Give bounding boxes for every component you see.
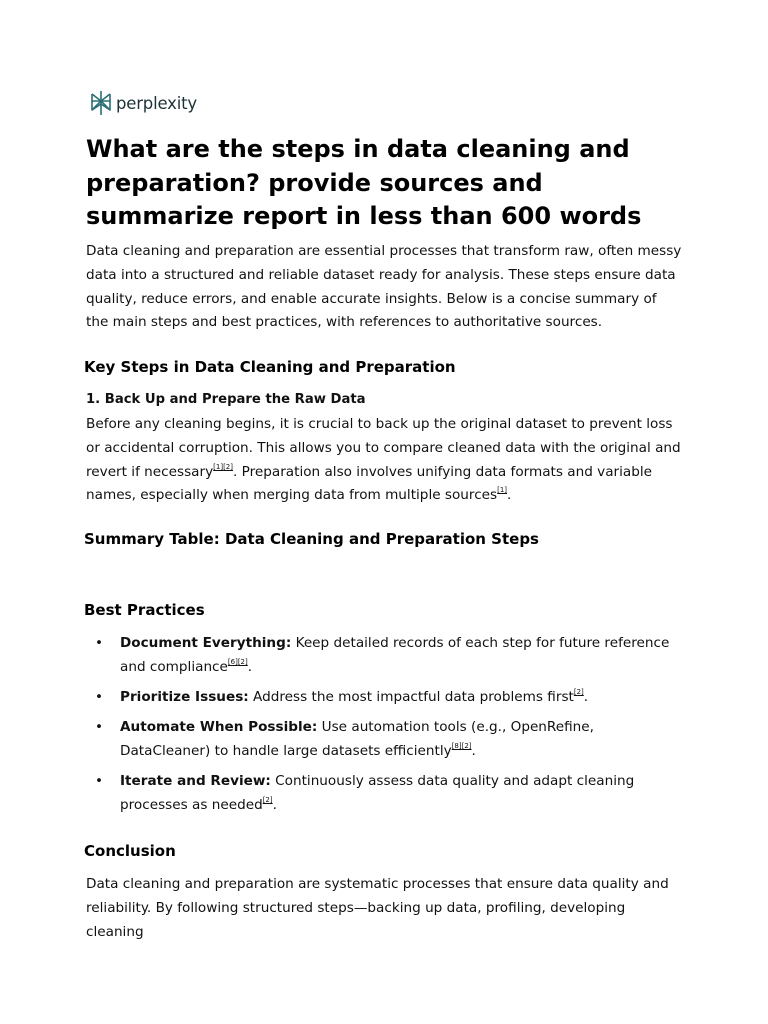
citation-link[interactable]: [1]: [497, 486, 508, 495]
citation-link[interactable]: [2]: [223, 462, 233, 471]
brand-name: perplexity: [116, 93, 197, 113]
citation-link[interactable]: [1]: [213, 462, 224, 471]
summary-table-heading: Summary Table: Data Cleaning and Preparation Steps: [84, 530, 539, 548]
conclusion-paragraph: Data cleaning and preparation are systematic processes that ensure data quality and reliability. By following structured steps—backing up data, profiling, developing cleaning: [86, 876, 669, 940]
list-item-end: .: [471, 743, 476, 760]
list-item-label: Document Everything:: [120, 635, 292, 651]
intro-paragraph: Data cleaning and preparation are essential processes that transform raw, often messy data into a structured and reliable dataset ready for analysis. These steps ensure data quality, reduce errors, and enable accurate insights. Below is a concise summary of the main steps and best practices, with references to authoritative sources.: [86, 243, 682, 331]
citation-link[interactable]: [2]: [262, 796, 273, 805]
list-item-text: Continuously assess data quality and adapt cleaning processes as needed: [120, 773, 635, 814]
citation-link[interactable]: [6]: [227, 657, 238, 666]
list-item-text: Keep detailed records of each step for future reference and compliance: [120, 635, 670, 675]
conclusion-heading: Conclusion: [84, 842, 176, 860]
list-item-label: Prioritize Issues:: [120, 689, 249, 706]
step-1-text-b: . Preparation also involves unifying data formats and variable names, especially when merging data from multiple sources: [86, 463, 653, 504]
list-item-label: Automate When Possible:: [120, 719, 318, 736]
step-1-text-a: Before any cleaning begins, it is crucial to back up the original dataset to prevent loss or accidental corruption. This allows you to compare cleaned data with the original and revert if necessary: [86, 416, 681, 480]
list-item-text: Address the most impactful data problems first: [248, 689, 574, 706]
best-practices-heading: Best Practices: [84, 601, 205, 619]
citation-link[interactable]: [2]: [573, 688, 584, 697]
list-item: [86, 770, 682, 818]
list-item: [86, 632, 682, 680]
key-steps-heading: Key Steps in Data Cleaning and Preparation: [84, 358, 456, 376]
step-1-heading: 1. Back Up and Prepare the Raw Data: [86, 392, 366, 407]
page-title: What are the steps in data cleaning and preparation? provide sources and summarize report in less than 600 words: [86, 135, 642, 230]
step-1-text-c: .: [507, 487, 512, 504]
citation-link[interactable]: [2]: [461, 742, 472, 751]
perplexity-logo-icon: [90, 90, 112, 116]
list-item-end: .: [247, 658, 253, 675]
list-item-end: .: [272, 797, 277, 814]
list-item-text: Use automation tools (e.g., OpenRefine, DataCleaner) to handle large datasets efficiently: [120, 719, 594, 760]
citation-link[interactable]: [2]: [237, 657, 248, 666]
brand-logo: [90, 90, 197, 116]
list-item: [86, 716, 682, 764]
best-practices-list: [86, 632, 682, 825]
citation-link[interactable]: [8]: [451, 742, 462, 751]
step-1-paragraph: [86, 413, 682, 508]
list-item-label: Iterate and Review:: [120, 773, 271, 790]
list-item: [86, 686, 682, 710]
list-item-end: .: [583, 689, 589, 706]
